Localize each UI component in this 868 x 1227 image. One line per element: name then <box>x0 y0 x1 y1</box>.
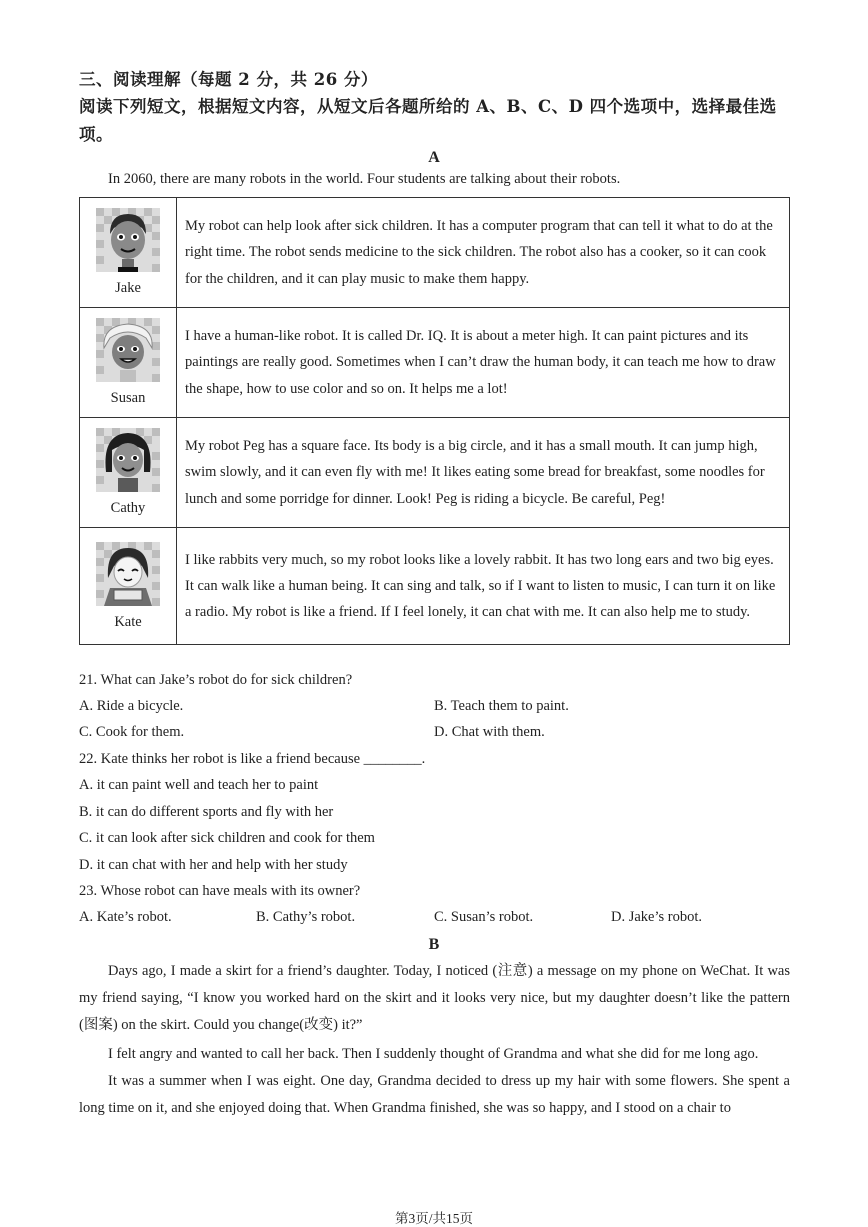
susan-avatar-icon <box>96 318 160 382</box>
student-name: Kate <box>114 613 142 630</box>
robot-description: My robot Peg has a square face. Its body is a big circle, and it has a small mouth. It can jump high, swim slowly, and it can even fly with me! It likes eating some bread for breakfast, some noodles for lunch and some porridge for dinner. Look! Peg is riding a bicycle. Be careful, Peg! <box>177 418 790 528</box>
q23-option-a: A. Kate’s robot. <box>79 909 172 925</box>
q23-option-c: C. Susan’s robot. <box>434 909 534 925</box>
q21-option-d: D. Chat with them. <box>434 724 545 740</box>
student-name: Cathy <box>110 500 146 516</box>
students-robots-table <box>79 197 790 645</box>
table-row <box>80 418 790 528</box>
question-22-stem: 22. Kate thinks her robot is like a friend because ________. <box>79 751 426 767</box>
q21-option-c: C. Cook for them. <box>79 724 185 740</box>
robot-description: I have a human-like robot. It is called Dr. IQ. It is about a meter high. It can paint pictures and its paintings are really good. Sometimes when I can’t draw the human body, it can teach me how to draw the shape, how to use color and so on. It helps me a lot! <box>177 308 790 418</box>
q23-option-d: D. Jake’s robot. <box>611 909 703 925</box>
q22-option-d: D. it can chat with her and help with her study <box>79 857 348 873</box>
passage-a-intro: In 2060, there are many robots in the world. Four students are talking about their robots. <box>108 171 621 187</box>
passage-b-paragraph-3: It was a summer when I was eight. One day, Grandma decided to dress up my hair with some flowers. She spent a long time on it, and she enjoyed doing that. When Grandma finished, she was so happy, and I stood on a chair to <box>79 1073 790 1116</box>
q22-option-b: B. it can do different sports and fly with her <box>79 804 334 820</box>
kate-avatar-icon <box>96 542 160 606</box>
question-21-stem: 21. What can Jake’s robot do for sick children? <box>79 672 353 688</box>
passage-b-heading: B <box>428 936 440 953</box>
section-title: 三、阅读理解（每题 2 分，共 26 分） <box>79 70 378 89</box>
passage-a-heading: A <box>428 149 440 166</box>
robot-description: My robot can help look after sick children. It has a computer program that can tell it what to do at the right time. The robot sends medicine to the sick children. The robot also has a cooker, so it can cook for the children, and it can play music to make them happy. <box>177 198 790 308</box>
student-cell <box>80 528 177 645</box>
student-cell <box>80 198 177 308</box>
student-cell <box>80 308 177 418</box>
page-number: 第3页/共15页 <box>394 1211 473 1226</box>
q22-option-a: A. it can paint well and teach her to paint <box>79 777 319 793</box>
question-23-stem: 23. Whose robot can have meals with its owner? <box>79 883 361 899</box>
q21-option-b: B. Teach them to paint. <box>434 698 569 714</box>
table-row <box>80 528 790 645</box>
table-row <box>80 308 790 418</box>
robot-description: I like rabbits very much, so my robot looks like a lovely rabbit. It has two long ears and two big eyes. It can walk like a human being. It can sing and talk, so if I want to listen to music, I can turn it on like a radio. My robot is like a friend. If I feel lonely, it can chat with me. It can also help me to study. <box>177 528 790 645</box>
student-name: Susan <box>110 390 146 406</box>
q23-option-b: B. Cathy’s robot. <box>256 909 356 925</box>
cathy-avatar-icon <box>96 428 160 492</box>
student-name: Jake <box>115 280 141 296</box>
q21-option-a: A. Ride a bicycle. <box>79 698 184 714</box>
section-instruction: 阅读下列短文，根据短文内容，从短文后各题所给的 A、B、C、D 四个选项中，选择最佳选项。 <box>79 97 777 144</box>
q22-option-c: C. it can look after sick children and cook for them <box>79 830 375 846</box>
passage-b-paragraph-2: I felt angry and wanted to call her back. Then I suddenly thought of Grandma and what she did for me long ago. <box>108 1046 759 1062</box>
table-row <box>80 198 790 308</box>
student-cell <box>80 418 177 528</box>
jake-avatar-icon <box>96 208 160 272</box>
passage-b-paragraph-1: Days ago, I made a skirt for a friend’s daughter. Today, I noticed (注意) a message on my phone on WeChat. It was my friend saying, “I know you worked hard on the skirt and it looks very nice, but my daughter doesn’t like the pattern (图案) on the skirt. Could you change(改变) it?” <box>79 963 790 1033</box>
